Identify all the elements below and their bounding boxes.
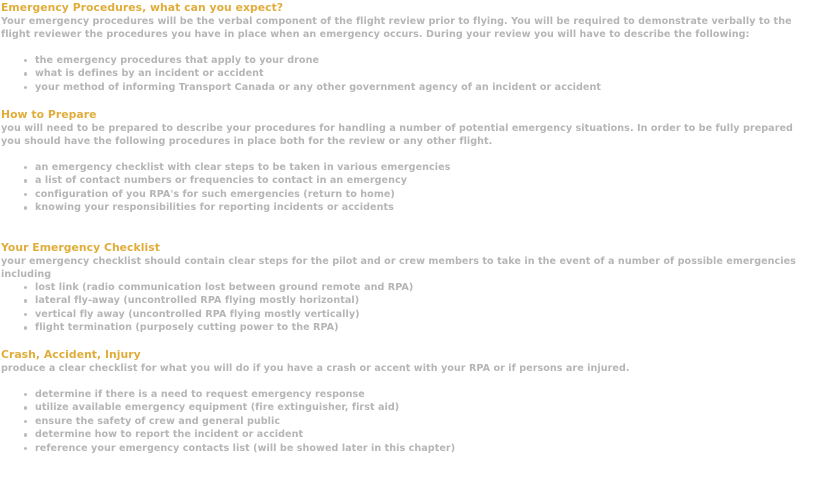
bullet-icon [24, 193, 27, 196]
bullet-icon [24, 166, 27, 169]
bullet-icon [24, 406, 27, 409]
list-item: flight termination (purposely cutting power to the RPA) [35, 321, 413, 334]
list-item: what is defines by an incident or accident [35, 67, 601, 80]
list-item: utilize available emergency equipment (fire extinguisher, first aid) [35, 401, 455, 414]
list-item: determine how to report the incident or accident [35, 428, 455, 441]
bullet-icon [24, 447, 27, 450]
bullet-icon [24, 86, 27, 89]
list-item: lost link (radio communication lost between ground remote and RPA) [35, 281, 413, 294]
bullet-icon [24, 393, 27, 396]
list-item: lateral fly-away (uncontrolled RPA flying mostly horizontal) [35, 294, 413, 307]
bullet-icon [24, 179, 27, 182]
list-item: an emergency checklist with clear steps to be taken in various emergencies [35, 161, 450, 174]
paragraph-emergency-checklist: your emergency checklist should contain clear steps for the pilot and or crew members to take in the event of a number of possible emergencies including [1, 256, 796, 281]
heading-emergency-checklist: Your Emergency Checklist [1, 241, 160, 254]
list-item: your method of informing Transport Canada or any other government agency of an incident or accident [35, 81, 601, 94]
bullet-icon [24, 206, 27, 209]
list-item: the emergency procedures that apply to your drone [35, 54, 601, 67]
list-emergency-procedures [0, 54, 601, 94]
paragraph-how-to-prepare: you will need to be prepared to describe your procedures for handling a number of potential emergency situations. In order to be fully prepared you should have the following procedures in place both for the review or any other flight. [1, 123, 793, 148]
paragraph-crash-accident-injury: produce a clear checklist for what you will do if you have a crash or accent with your RPA or if persons are injured. [1, 363, 630, 374]
list-item: reference your emergency contacts list (will be showed later in this chapter) [35, 442, 455, 455]
bullet-icon [24, 433, 27, 436]
bullet-icon [24, 326, 27, 329]
list-item: a list of contact numbers or frequencies to contact in an emergency [35, 174, 450, 187]
heading-how-to-prepare: How to Prepare [1, 108, 97, 121]
paragraph-emergency-procedures: Your emergency procedures will be the verbal component of the flight review prior to flying. You will be required to demonstrate verbally to the flight reviewer the procedures you have in place when an emergency occurs. During your review you will have to describe the following: [1, 16, 792, 41]
list-crash-accident-injury [0, 388, 455, 455]
list-item: configuration of you RPA's for such emergencies (return to home) [35, 188, 450, 201]
bullet-icon [24, 286, 27, 289]
bullet-icon [24, 299, 27, 302]
heading-emergency-procedures: Emergency Procedures, what can you expect? [1, 1, 284, 14]
bullet-icon [24, 420, 27, 423]
list-item: ensure the safety of crew and general public [35, 415, 455, 428]
list-how-to-prepare [0, 161, 450, 215]
list-item: knowing your responsibilities for reporting incidents or accidents [35, 201, 450, 214]
list-item: vertical fly away (uncontrolled RPA flying mostly vertically) [35, 308, 413, 321]
bullet-icon [24, 72, 27, 75]
list-emergency-checklist [0, 281, 413, 335]
list-item: determine if there is a need to request emergency response [35, 388, 455, 401]
heading-crash-accident-injury: Crash, Accident, Injury [1, 348, 141, 361]
bullet-icon [24, 313, 27, 316]
bullet-icon [24, 59, 27, 62]
